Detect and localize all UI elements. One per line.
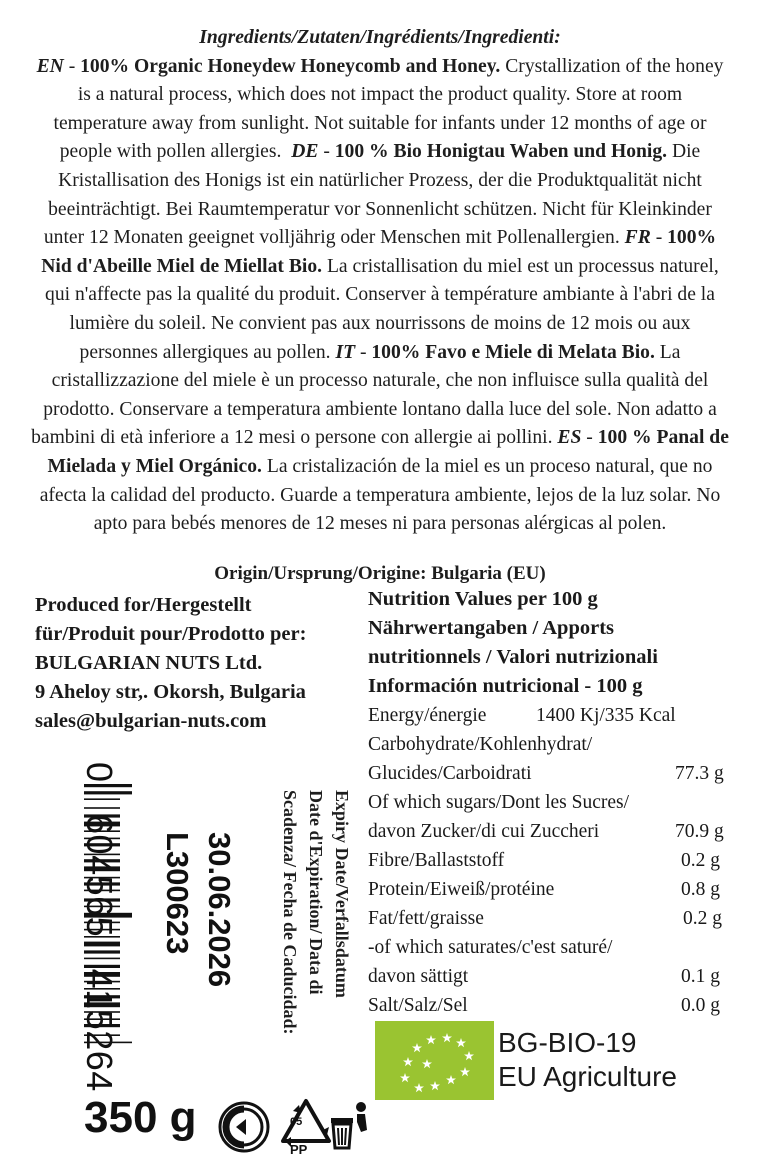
producer-label-1: Produced for/Hergestellt xyxy=(35,594,252,616)
nutrition-row-protein xyxy=(368,875,738,904)
carb-value: 77.3 g xyxy=(675,763,724,784)
dispose-bin-icon xyxy=(327,1100,373,1152)
ingredients-text-en: Crystallization of the honey is a natural process, which does not impact the product quality. Store at room temperature away from sunlight. Not suitable for infants under 12 months of age or people with pollen allergies. xyxy=(53,55,724,163)
energy-label: Energy/énergie xyxy=(368,705,487,726)
nutrition-row-fibre xyxy=(368,846,738,875)
ingredients-block: Ingredients/Zutaten/Ingrédients/Ingredienti: EN - 100% Organic Honeydew Honeycomb and Honey. Crystallization of the honey is a natural process, which does not impact the product quality. Store at room temperature away from sunlight. Not suitable for infants under 12 months of age or people with pollen allergies. DE - 100 % Bio Honigtau Waben und Honig. Die Kristallisation des Honigs ist ein natürlicher Prozess, der die Produktqualität nicht beeinträchtigt. Bei Raumtemperatur vor Sonnenlicht schützen. Nicht für Kleinkinder unter 12 Monaten geeignet volljährig oder Menschen mit Pollenallergien. FR - 100% Nid d'Abeille Miel de Miellat Bio. La cristallisation du miel est un processus naturel, qui n'affecte pas la qualité du produit. Conserver à température ambiante à l'abri de la lumière du soleil. Ne convient pas aux nourrissons de moins de 12 mois ou aux personnes allergiques au pollen. IT - 100% Favo e Miele di Melata Bio. La cristallizzazione del miele è un processo naturale, che non influisce sulla qualità del prodotto. Conservare a temperatura ambiente lontano dalla luce del sole. Non adatto a bambini di età inferiore a 12 mesi o persone con allergie ai pollini. ES - 100 % Panal de Mielada y Miel Orgánico. La cristalización de la miel es un proceso natural, que no afecta la calidad del producto. Guarde a temperatura ambiente, lejos de la luz solar. No apto para bebés menores de 12 meses ni para personas alérgicas al polen. xyxy=(30,24,730,539)
energy-value: 1400 Kj/335 Kcal xyxy=(536,705,676,726)
expiry-date: 30.06.2026 xyxy=(202,832,237,988)
sugar-value: 70.9 g xyxy=(675,821,724,842)
ingredients-text-fr: La cristallisation du miel est un processus naturel, qui n'affecte pas la qualité du produit. Conserver à température ambiante à l'abri de la lumière du soleil. Ne convient pas aux nourrissons de moins de 12 mois ou aux personnes allergiques au pollen. xyxy=(45,255,719,363)
product-name-de: 100 % Bio Honigtau Waben und Honig. xyxy=(334,141,668,163)
salt-value: 0.0 g xyxy=(681,995,720,1016)
ingredients-text-de: Die Kristallisation des Honigs ist ein natürlicher Prozess, der die Produktqualität nicht beeinträchtigt. Bei Raumtemperatur vor Sonnenlicht schützen. Nicht für Kleinkinder unter 12 Monaten geeignet volljährig oder Menschen mit Pollenallergien. xyxy=(43,141,712,249)
net-weight: 350 g xyxy=(84,1093,197,1142)
nutrition-row-energy xyxy=(368,701,738,730)
organic-certification xyxy=(498,1026,677,1094)
lang-code-de: DE xyxy=(291,141,319,163)
origin-line: Origin/Ursprung/Origine: Bulgaria (EU) xyxy=(214,563,546,584)
nutrition-table xyxy=(368,585,738,1020)
eu-organic-leaf-icon xyxy=(375,1021,494,1100)
fat-label: Fat/fett/graisse xyxy=(368,908,484,929)
nutrition-row-sugar-1 xyxy=(368,788,738,817)
lang-code-fr: FR xyxy=(624,227,651,249)
ingredients-heading: Ingredients/Zutaten/Ingrédients/Ingredienti: xyxy=(199,27,561,48)
producer-block xyxy=(35,591,365,736)
fibre-value: 0.2 g xyxy=(681,850,720,871)
nutrition-row-fat xyxy=(368,904,738,933)
lot-number: L300623 xyxy=(160,832,195,955)
lang-code-it: IT xyxy=(335,341,356,363)
saturates-label-1: -of which saturates/c'est saturé/ xyxy=(368,937,613,958)
nutrition-row-sugar xyxy=(368,817,738,846)
producer-label-2: für/Produit pour/Prodotto per: xyxy=(35,623,307,645)
nutrition-row-carb xyxy=(368,759,738,788)
nutrition-row-carb-1 xyxy=(368,730,738,759)
expiry-label-1: Expiry Date/Verfallsdatum xyxy=(332,790,352,998)
product-name-it: 100% Favo e Miele di Melata Bio. xyxy=(371,341,655,363)
nutrition-heading-4: Información nutricional - 100 g xyxy=(368,675,643,697)
product-name-en: 100% Organic Honeydew Honeycomb and Honey. xyxy=(80,55,501,77)
ingredients-text-it: La cristallizzazione del miele è un processo naturale, che non influisce sulla qualità del prodotto. Conservare a temperatura ambiente lontano dalla luce del sole. Non adatto a bambini di età inferiore a 12 mesi o persone con allergie ai pollini. xyxy=(31,341,717,449)
producer-email: sales@bulgarian-nuts.com xyxy=(35,710,267,732)
fibre-label: Fibre/Ballaststoff xyxy=(368,850,505,871)
nutrition-heading-1: Nutrition Values per 100 g xyxy=(368,588,598,610)
fat-value: 0.2 g xyxy=(683,908,722,929)
sugar-label-2: davon Zucker/di cui Zuccheri xyxy=(368,821,600,842)
producer-address: 9 Aheloy str,. Okorsh, Bulgaria xyxy=(35,681,306,703)
green-dot-recycling-icon xyxy=(218,1101,270,1153)
saturates-value: 0.1 g xyxy=(681,966,720,987)
barcode-digits: 0 604565 415264 xyxy=(79,762,120,1092)
eu-agriculture: EU Agriculture xyxy=(498,1061,677,1092)
saturates-label-2: davon sättigt xyxy=(368,966,469,987)
product-name-es: 100 % Panal de Mielada y Miel Orgánico. xyxy=(47,427,729,477)
eu-leaf-stars-icon xyxy=(375,1021,494,1100)
lang-code-en: EN xyxy=(36,55,64,77)
carb-label-2: Glucides/Carboidrati xyxy=(368,763,532,784)
ingredients-text-es: La cristalización de la miel es un proceso natural, que no afecta la calidad del producto. Guarde a temperatura ambiente, lejos de la luz solar. No apto para bebés menores de 12 meses ni para personas alérgicas al polen. xyxy=(39,455,721,535)
product-name-fr: 100% Nid d'Abeille Miel de Miellat Bio. xyxy=(41,227,717,277)
producer-company: BULGARIAN NUTS Ltd. xyxy=(35,652,263,674)
pp-number: 05 xyxy=(290,1116,303,1128)
lang-code-es: ES xyxy=(557,427,582,449)
protein-label: Protein/Eiweiß/protéine xyxy=(368,879,555,900)
pp-text: PP xyxy=(290,1142,308,1157)
nutrition-row-saturates-1 xyxy=(368,933,738,962)
expiry-label-3: Scadenza/ Fecha de Caducidad: xyxy=(280,790,300,1035)
nutrition-row-saturates xyxy=(368,962,738,991)
nutrition-heading-2: Nährwertangaben / Apports xyxy=(368,617,615,639)
nutrition-heading-3: nutritionnels / Valori nutrizionali xyxy=(368,646,658,668)
expiry-label xyxy=(277,790,355,1035)
bio-code: BG-BIO-19 xyxy=(498,1027,637,1058)
sugar-label-1: Of which sugars/Dont les Sucres/ xyxy=(368,792,630,813)
salt-label: Salt/Salz/Sel xyxy=(368,995,468,1016)
nutrition-row-salt xyxy=(368,991,738,1020)
protein-value: 0.8 g xyxy=(681,879,720,900)
carb-label-1: Carbohydrate/Kohlenhydrat/ xyxy=(368,734,593,755)
expiry-label-2: Date d'Expiration/ Data di xyxy=(306,790,326,995)
